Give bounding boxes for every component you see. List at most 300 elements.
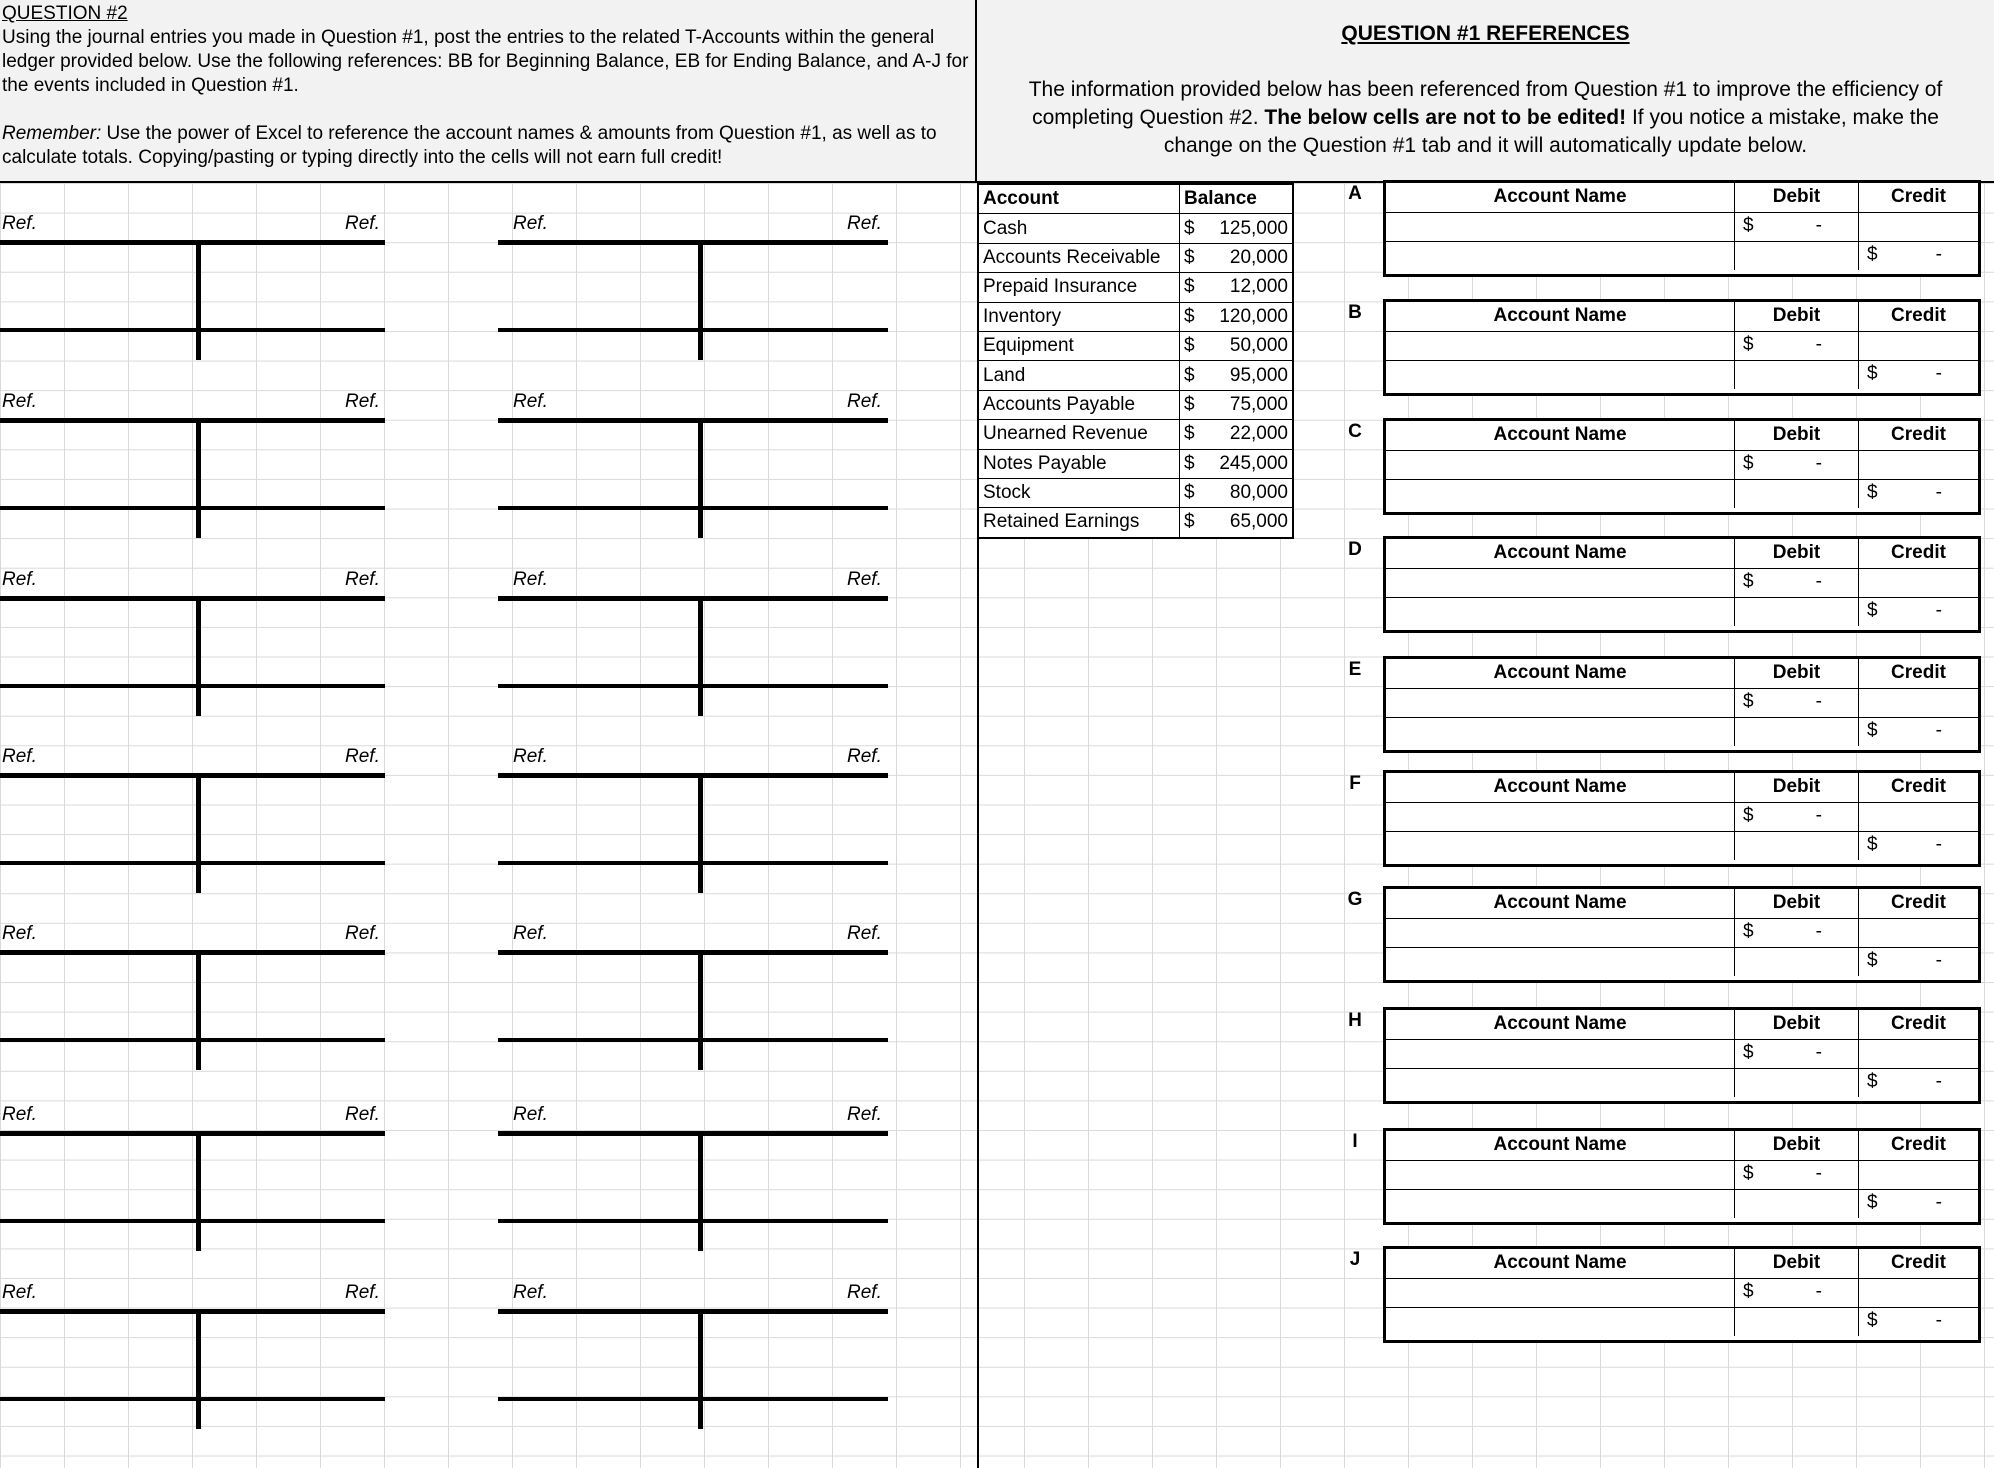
credit-amount-cell (1859, 947, 1978, 976)
balance-account-name: Accounts Payable (978, 390, 1180, 419)
t-account-ref-left: Ref. (2, 213, 37, 234)
question2-title: QUESTION #2 (2, 3, 128, 24)
t-account-stem (196, 596, 201, 716)
journal-header-credit: Credit (1891, 186, 1946, 207)
info-part1: The information provided below has been referenced from Question #1 to improve the efficiency of completing Question #2. (1028, 78, 1943, 129)
t-account-top-bar (0, 950, 385, 955)
currency-symbol: $ (1184, 482, 1195, 504)
balance-amount: 120,000 (1219, 305, 1288, 327)
balance-amount-cell (1180, 361, 1294, 390)
t-account-top-bar (498, 418, 888, 423)
journal-header-debit: Debit (1735, 539, 1859, 568)
currency-symbol: $ (1867, 1192, 1878, 1213)
currency-symbol: $ (1743, 1281, 1754, 1302)
t-account-ref-right: Ref. (345, 923, 380, 944)
t-account-ref-right: Ref. (847, 746, 882, 767)
credit-amount-cell (1859, 360, 1978, 389)
journal-credit-row (1386, 1189, 1978, 1218)
currency-symbol: $ (1743, 1163, 1754, 1184)
balance-amount-cell (1180, 273, 1294, 302)
journal-header-row (1386, 421, 1978, 451)
journal-header-row (1386, 539, 1978, 569)
journal-entry-i (1383, 1128, 1981, 1225)
balance-amount: 50,000 (1229, 335, 1288, 357)
journal-credit-row (1386, 360, 1978, 389)
credit-amount-cell (1859, 1068, 1978, 1097)
currency-symbol: $ (1743, 571, 1754, 592)
debit-amount-cell (1735, 1039, 1859, 1068)
credit-amount: - (1935, 950, 1942, 971)
t-account-stem (698, 1131, 703, 1251)
debit-amount-cell (1735, 1307, 1859, 1336)
t-account-ref-left: Ref. (2, 569, 37, 590)
t-account-stem (196, 418, 201, 538)
debit-amount: - (1815, 334, 1822, 355)
credit-account-cell (1386, 1068, 1735, 1097)
journal-header-debit: Debit (1735, 1131, 1859, 1160)
journal-entry-b (1383, 299, 1981, 396)
currency-symbol: $ (1184, 217, 1195, 239)
journal-header-row (1386, 1010, 1978, 1040)
t-account-top-bar (0, 596, 385, 601)
currency-symbol: $ (1867, 482, 1878, 503)
t-account-stem (196, 240, 201, 360)
t-account-total-line (498, 1038, 888, 1042)
t-account-ref-right: Ref. (847, 1104, 882, 1125)
references-header (977, 0, 1994, 183)
t-account-total-line (0, 1397, 385, 1401)
journal-credit-row (1386, 947, 1978, 976)
journal-header-credit: Credit (1891, 1134, 1946, 1155)
t-account-total-line (0, 684, 385, 688)
debit-amount: - (1815, 215, 1822, 236)
t-account-ref-right: Ref. (847, 213, 882, 234)
currency-symbol: $ (1184, 452, 1195, 474)
debit-account-cell (1386, 1278, 1735, 1307)
debit-amount-cell (1735, 479, 1859, 508)
t-account-total-line (498, 684, 888, 688)
t-account-stem (698, 240, 703, 360)
journal-header-account: Account Name (1386, 773, 1735, 802)
credit-account-cell (1386, 1189, 1735, 1218)
credit-amount-cell (1859, 212, 1978, 241)
debit-amount-cell (1735, 1068, 1859, 1097)
t-account-ref-left: Ref. (2, 1282, 37, 1303)
balance-row (978, 508, 1293, 538)
balance-amount-cell (1180, 508, 1294, 538)
currency-symbol: $ (1184, 276, 1195, 298)
journal-header-account: Account Name (1386, 183, 1735, 212)
credit-amount-cell (1859, 1160, 1978, 1189)
currency-symbol: $ (1184, 335, 1195, 357)
debit-amount: - (1815, 1163, 1822, 1184)
journal-entry-e (1383, 656, 1981, 753)
credit-account-cell (1386, 479, 1735, 508)
currency-symbol: $ (1867, 834, 1878, 855)
currency-symbol: $ (1867, 363, 1878, 384)
t-account-ref-left: Ref. (513, 391, 548, 412)
t-account-stem (196, 773, 201, 893)
journal-credit-row (1386, 1068, 1978, 1097)
balance-account-name: Equipment (978, 331, 1180, 360)
t-account-total-line (0, 1219, 385, 1223)
t-account-stem (698, 596, 703, 716)
t-account-stem (196, 950, 201, 1070)
currency-symbol: $ (1184, 511, 1195, 533)
currency-symbol: $ (1867, 720, 1878, 741)
debit-account-cell (1386, 568, 1735, 597)
entry-letter: G (1347, 889, 1363, 910)
balance-table (977, 183, 1294, 539)
debit-account-cell (1386, 688, 1735, 717)
debit-amount-cell (1735, 918, 1859, 947)
credit-amount: - (1935, 1310, 1942, 1331)
balance-amount-cell (1180, 214, 1294, 243)
t-account-ref-left: Ref. (2, 391, 37, 412)
journal-entry-f (1383, 770, 1981, 867)
journal-header-debit: Debit (1735, 659, 1859, 688)
balance-amount: 75,000 (1229, 393, 1288, 415)
references-title: QUESTION #1 REFERENCES (1341, 22, 1630, 45)
currency-symbol: $ (1743, 215, 1754, 236)
journal-debit-row (1386, 918, 1978, 948)
t-account-total-line (498, 861, 888, 865)
journal-header-row (1386, 659, 1978, 689)
journal-header-row (1386, 1249, 1978, 1279)
references-info (1001, 76, 1970, 160)
debit-account-cell (1386, 918, 1735, 947)
journal-header-credit: Credit (1891, 1252, 1946, 1273)
credit-amount-cell (1859, 1189, 1978, 1218)
balance-amount-cell (1180, 331, 1294, 360)
balance-amount: 125,000 (1219, 217, 1288, 239)
balance-amount: 12,000 (1229, 276, 1288, 298)
debit-amount-cell (1735, 947, 1859, 976)
t-account-stem (698, 1309, 703, 1429)
credit-account-cell (1386, 597, 1735, 626)
credit-amount: - (1935, 482, 1942, 503)
balance-amount: 22,000 (1229, 423, 1288, 445)
debit-amount-cell (1735, 241, 1859, 270)
credit-account-cell (1386, 831, 1735, 860)
journal-header-account: Account Name (1386, 1249, 1735, 1278)
currency-symbol: $ (1867, 950, 1878, 971)
debit-amount-cell (1735, 212, 1859, 241)
journal-header-account: Account Name (1386, 659, 1735, 688)
t-account-total-line (498, 1219, 888, 1223)
journal-debit-row (1386, 802, 1978, 832)
credit-amount-cell (1859, 241, 1978, 270)
journal-header-debit: Debit (1735, 773, 1859, 802)
journal-header-row (1386, 183, 1978, 213)
balance-account-name: Inventory (978, 302, 1180, 331)
t-account-ref-left: Ref. (513, 213, 548, 234)
journal-credit-row (1386, 597, 1978, 626)
debit-amount-cell (1735, 1278, 1859, 1307)
journal-header-credit: Credit (1891, 662, 1946, 683)
t-account-total-line (0, 506, 385, 510)
debit-amount: - (1815, 1042, 1822, 1063)
journal-header-row (1386, 1131, 1978, 1161)
credit-amount-cell (1859, 1039, 1978, 1068)
t-account-total-line (498, 506, 888, 510)
t-account-top-bar (0, 773, 385, 778)
t-account-stem (698, 418, 703, 538)
t-account-ref-right: Ref. (345, 746, 380, 767)
t-account-top-bar (0, 1309, 385, 1314)
balance-amount-cell (1180, 449, 1294, 478)
t-account-ref-right: Ref. (847, 569, 882, 590)
t-account-top-bar (498, 1131, 888, 1136)
t-account-ref-left: Ref. (513, 746, 548, 767)
t-account-ref-right: Ref. (345, 1104, 380, 1125)
question2-header (0, 0, 977, 183)
journal-header-row (1386, 302, 1978, 332)
credit-amount: - (1935, 600, 1942, 621)
debit-account-cell (1386, 802, 1735, 831)
journal-header-debit: Debit (1735, 421, 1859, 450)
credit-account-cell (1386, 947, 1735, 976)
journal-debit-row (1386, 331, 1978, 361)
currency-symbol: $ (1743, 453, 1754, 474)
t-account-stem (698, 773, 703, 893)
currency-symbol: $ (1184, 393, 1195, 415)
balance-row (978, 390, 1293, 419)
credit-amount-cell (1859, 688, 1978, 717)
credit-amount-cell (1859, 479, 1978, 508)
journal-debit-row (1386, 568, 1978, 598)
journal-credit-row (1386, 831, 1978, 860)
balance-row (978, 273, 1293, 302)
t-account-top-bar (498, 240, 888, 245)
journal-entry-j (1383, 1246, 1981, 1343)
debit-amount: - (1815, 453, 1822, 474)
debit-amount: - (1815, 805, 1822, 826)
entry-letter: J (1349, 1249, 1361, 1270)
debit-account-cell (1386, 1160, 1735, 1189)
credit-amount-cell (1859, 1278, 1978, 1307)
balance-header-row (978, 184, 1293, 214)
t-account-top-bar (0, 1131, 385, 1136)
journal-header-row (1386, 773, 1978, 803)
journal-entry-h (1383, 1007, 1981, 1104)
balance-amount: 95,000 (1229, 364, 1288, 386)
balance-header-account: Account (978, 184, 1180, 214)
t-account-total-line (0, 328, 385, 332)
currency-symbol: $ (1867, 600, 1878, 621)
debit-amount-cell (1735, 1160, 1859, 1189)
debit-account-cell (1386, 331, 1735, 360)
t-account-ref-left: Ref. (513, 1282, 548, 1303)
t-account-ref-right: Ref. (345, 391, 380, 412)
t-account-ref-left: Ref. (2, 1104, 37, 1125)
journal-header-account: Account Name (1386, 539, 1735, 568)
credit-amount: - (1935, 1071, 1942, 1092)
journal-header-account: Account Name (1386, 302, 1735, 331)
currency-symbol: $ (1867, 244, 1878, 265)
debit-amount: - (1815, 921, 1822, 942)
currency-symbol: $ (1743, 805, 1754, 826)
t-account-stem (196, 1309, 201, 1429)
balance-row (978, 478, 1293, 507)
journal-header-row (1386, 889, 1978, 919)
t-account-ref-left: Ref. (513, 1104, 548, 1125)
info-bold: The below cells are not to be edited! (1264, 106, 1627, 129)
journal-header-debit: Debit (1735, 889, 1859, 918)
currency-symbol: $ (1743, 1042, 1754, 1063)
credit-amount: - (1935, 834, 1942, 855)
t-account-total-line (0, 861, 385, 865)
balance-amount-cell (1180, 390, 1294, 419)
currency-symbol: $ (1867, 1310, 1878, 1331)
journal-debit-row (1386, 1160, 1978, 1190)
debit-amount-cell (1735, 568, 1859, 597)
debit-amount-cell (1735, 450, 1859, 479)
t-account-ref-left: Ref. (2, 746, 37, 767)
remember-label: Remember: (2, 123, 102, 144)
currency-symbol: $ (1184, 246, 1195, 268)
balance-amount-cell (1180, 420, 1294, 449)
debit-account-cell (1386, 212, 1735, 241)
credit-amount-cell (1859, 802, 1978, 831)
t-account-top-bar (498, 596, 888, 601)
t-account-ref-right: Ref. (345, 213, 380, 234)
currency-symbol: $ (1184, 423, 1195, 445)
balance-account-name: Stock (978, 478, 1180, 507)
currency-symbol: $ (1184, 364, 1195, 386)
question2-remember (2, 122, 973, 170)
balance-amount-cell (1180, 302, 1294, 331)
debit-amount: - (1815, 571, 1822, 592)
entry-letter: C (1348, 421, 1362, 442)
t-account-ref-right: Ref. (847, 923, 882, 944)
balance-row (978, 243, 1293, 272)
t-account-ref-right: Ref. (847, 391, 882, 412)
currency-symbol: $ (1867, 1071, 1878, 1092)
debit-amount-cell (1735, 360, 1859, 389)
balance-amount: 20,000 (1229, 246, 1288, 268)
balance-amount: 245,000 (1219, 452, 1288, 474)
journal-header-credit: Credit (1891, 542, 1946, 563)
journal-entry-g (1383, 886, 1981, 983)
journal-entry-a (1383, 180, 1981, 277)
journal-header-account: Account Name (1386, 889, 1735, 918)
debit-amount-cell (1735, 1189, 1859, 1218)
journal-header-credit: Credit (1891, 424, 1946, 445)
t-account-stem (196, 1131, 201, 1251)
journal-credit-row (1386, 479, 1978, 508)
journal-header-debit: Debit (1735, 1249, 1859, 1278)
journal-header-account: Account Name (1386, 1010, 1735, 1039)
debit-amount-cell (1735, 831, 1859, 860)
credit-account-cell (1386, 1307, 1735, 1336)
journal-header-credit: Credit (1891, 892, 1946, 913)
credit-amount-cell (1859, 568, 1978, 597)
t-account-ref-right: Ref. (345, 1282, 380, 1303)
balance-account-name: Accounts Receivable (978, 243, 1180, 272)
t-account-top-bar (498, 773, 888, 778)
credit-account-cell (1386, 241, 1735, 270)
credit-amount-cell (1859, 831, 1978, 860)
journal-header-credit: Credit (1891, 1013, 1946, 1034)
currency-symbol: $ (1743, 334, 1754, 355)
balance-amount-cell (1180, 243, 1294, 272)
balance-account-name: Unearned Revenue (978, 420, 1180, 449)
journal-credit-row (1386, 241, 1978, 270)
t-account-ref-right: Ref. (847, 1282, 882, 1303)
balance-row (978, 420, 1293, 449)
t-account-stem (698, 950, 703, 1070)
balance-row (978, 302, 1293, 331)
credit-amount: - (1935, 1192, 1942, 1213)
journal-debit-row (1386, 1039, 1978, 1069)
journal-debit-row (1386, 450, 1978, 480)
credit-amount: - (1935, 363, 1942, 384)
balance-row (978, 361, 1293, 390)
journal-header-credit: Credit (1891, 305, 1946, 326)
journal-header-debit: Debit (1735, 302, 1859, 331)
journal-credit-row (1386, 1307, 1978, 1336)
journal-header-debit: Debit (1735, 183, 1859, 212)
t-account-top-bar (498, 1309, 888, 1314)
entry-letter: E (1348, 659, 1362, 680)
info-part2: If you notice a mistake, make the change on the Question #1 tab and it will automatically update below. (1163, 106, 1939, 157)
question2-instructions: Using the journal entries you made in Question #1, post the entries to the related T-Accounts within the general ledger provided below. Use the following references: BB for Beginning Balance, EB for Ending Balance, and A-J for the events included in Question #1. (2, 27, 969, 96)
t-account-top-bar (0, 418, 385, 423)
debit-amount-cell (1735, 688, 1859, 717)
entry-letter: A (1348, 183, 1362, 204)
balance-account-name: Notes Payable (978, 449, 1180, 478)
balance-account-name: Land (978, 361, 1180, 390)
balance-row (978, 331, 1293, 360)
journal-header-account: Account Name (1386, 1131, 1735, 1160)
journal-entry-d (1383, 536, 1981, 633)
debit-account-cell (1386, 1039, 1735, 1068)
credit-amount-cell (1859, 1307, 1978, 1336)
balance-row (978, 214, 1293, 243)
currency-symbol: $ (1743, 691, 1754, 712)
entry-letter: B (1348, 302, 1362, 323)
journal-entry-c (1383, 418, 1981, 515)
journal-debit-row (1386, 688, 1978, 718)
credit-amount-cell (1859, 717, 1978, 746)
currency-symbol: $ (1184, 305, 1195, 327)
balance-account-name: Prepaid Insurance (978, 273, 1180, 302)
credit-amount-cell (1859, 918, 1978, 947)
credit-account-cell (1386, 717, 1735, 746)
debit-amount-cell (1735, 597, 1859, 626)
entry-letter: D (1348, 539, 1362, 560)
entry-letter: H (1348, 1010, 1362, 1031)
credit-amount-cell (1859, 597, 1978, 626)
t-account-top-bar (0, 240, 385, 245)
balance-account-name: Retained Earnings (978, 508, 1180, 538)
balance-amount: 65,000 (1229, 511, 1288, 533)
debit-amount-cell (1735, 802, 1859, 831)
t-account-ref-left: Ref. (513, 569, 548, 590)
balance-header-balance: Balance (1180, 184, 1294, 214)
balance-amount: 80,000 (1229, 482, 1288, 504)
debit-amount: - (1815, 691, 1822, 712)
remember-text: Use the power of Excel to reference the account names & amounts from Question #1, as well as to calculate totals. Copying/pasting or typing directly into the cells will not earn full credit! (2, 123, 937, 168)
journal-header-account: Account Name (1386, 421, 1735, 450)
credit-amount: - (1935, 244, 1942, 265)
credit-account-cell (1386, 360, 1735, 389)
journal-header-debit: Debit (1735, 1010, 1859, 1039)
balance-account-name: Cash (978, 214, 1180, 243)
t-account-top-bar (498, 950, 888, 955)
t-account-total-line (498, 328, 888, 332)
